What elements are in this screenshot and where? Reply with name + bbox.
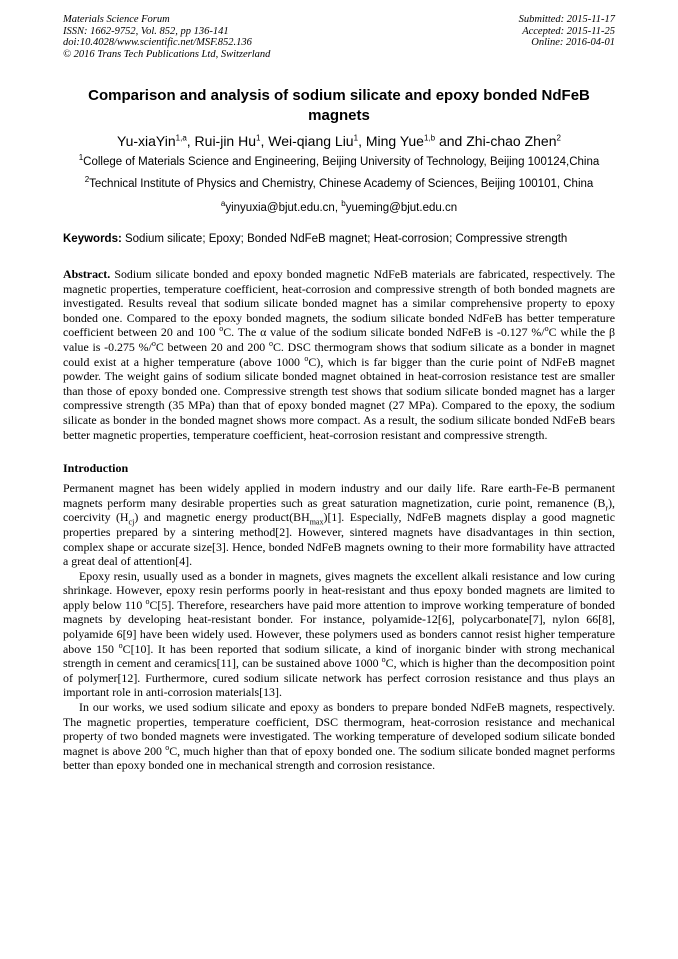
- paragraph-text: C, much higher than that of epoxy bonded one. The sodium silicate bonded magnet performs better than epoxy bonded one in mechanical strength and corrosion resistance.: [63, 743, 615, 773]
- abstract-label: Abstract.: [63, 267, 111, 281]
- accepted-date: Accepted: 2015-11-25: [522, 25, 615, 37]
- intro-paragraph-3: [63, 700, 615, 773]
- journal-copyright: © 2016 Trans Tech Publications Ltd, Switzerland: [63, 48, 271, 60]
- subscript: max: [309, 517, 324, 527]
- author-emails: [63, 201, 615, 216]
- author-affil-mark: 1,b: [423, 133, 436, 143]
- degree-mark: o: [145, 596, 150, 606]
- abstract: [63, 267, 615, 442]
- journal-header: [63, 14, 615, 60]
- intro-paragraph-2: [63, 569, 615, 700]
- author-list: Yu-xiaYin$^{1,a}$, Rui-jin Hu$^1$, Wei-qiang Liu$^1$, Ming Yue$^{1,b}$ and Zhi-chao Zhen$^2$: [117, 133, 561, 149]
- keywords-text: Sodium silicate; Epoxy; Bonded NdFeB magnet; Heat-corrosion; Compressive strength: [121, 233, 568, 245]
- paragraph-text: C[5]. Therefore, researchers have paid more attention to improve working temperature of bonded magnets by developing heat-resistant bonder. For instance, polyamide-12[6], polycarbonate[7], nylon 66[8], polyamide 6[9] have been widely used. However, these polymers used as bonders cannot resist higher temperature above 150: [63, 597, 615, 656]
- abstract-text: C between 20 and 200: [155, 339, 269, 354]
- subscript: r: [605, 503, 609, 513]
- degree-mark: o: [165, 742, 170, 752]
- author-affil-mark: 1: [256, 133, 261, 143]
- degree-mark: o: [118, 640, 123, 650]
- paragraph-text: ), coercivity (H: [63, 495, 615, 525]
- affiliation-mark: 2: [84, 175, 90, 185]
- degree-mark: o: [268, 339, 273, 348]
- submitted-date: Submitted: 2015-11-17: [518, 14, 615, 25]
- author-conjunction: and: [438, 133, 463, 149]
- author-affil-mark: 2: [556, 133, 561, 143]
- section-heading-introduction: Introduction: [63, 461, 129, 476]
- author-name: Rui-jin Hu: [194, 133, 257, 149]
- keywords: [63, 232, 615, 247]
- paragraph-text: ) and magnetic energy product(BH: [134, 510, 310, 525]
- degree-mark: o: [381, 655, 386, 665]
- abstract-text: C), which is far bigger than the curie point of NdFeB magnet powder. The weight gains of sodium silicate bonded magnet obtained in heat-corrosion resistance test are smaller than those of epoxy bonded one. Compressive strength test shows that sodium silicate bonded magnet has a larger compressive strength (35 MPa) than that of epoxy bonded magnet (27 MPa). Compared to the epoxy, the sodium silicate as bonder in the bonded magnet shows more compact. As a result, the sodium silicate bonded NdFeB bears better magnetic properties, temperature coefficient, heat-corrosion resistant and compressive strength.: [63, 354, 615, 442]
- author-name: Ming Yue: [365, 133, 424, 149]
- subscript: cj: [128, 517, 135, 527]
- affiliation-mark: 1: [78, 153, 84, 163]
- paragraph-text: Permanent magnet has been widely applied in modern industry and our daily life. Rare earth-Fe-B permanent magnets perform many desirable properties such as great saturation magnetization, curie point, remanence (B: [63, 481, 615, 510]
- submission-dates: [519, 14, 615, 60]
- journal-name: Materials Science Forum: [63, 14, 170, 25]
- author-name: Zhi-chao Zhen: [466, 133, 557, 149]
- affiliation-2: [63, 177, 615, 192]
- abstract-text: C. The α value of the sodium silicate bonded NdFeB is -0.127 %/: [223, 325, 545, 340]
- email-mark: b: [341, 199, 346, 209]
- paragraph-text: )[1]. Especially, NdFeB magnets display a good magnetic properties prepared by a sintering method[2]. However, sintered magnets have disadvantages in thin section, complex shape or accurate size[3]. Hence, bonded NdFeB magnets owning to their more formability have attracted a great deal of attention[4].: [63, 510, 616, 569]
- online-date: Online: 2016-04-01: [531, 37, 615, 48]
- paper-title: Comparison and analysis of sodium silicate and epoxy bonded NdFeB magnets: [88, 87, 590, 124]
- abstract-text: C. DSC thermogram shows that sodium silicate as a bonder in magnet could exist at a higher temperature (above 1000: [63, 339, 615, 369]
- journal-issn: ISSN: 1662-9752, Vol. 852, pp 136-141: [63, 25, 229, 37]
- intro-paragraph-1: [63, 481, 615, 569]
- paragraph-text: C[10]. It has been reported that sodium silicate, a kind of inorganic binder with strong mechanical strength in cement and ceramics[11], can be sustained above 1000: [63, 641, 615, 671]
- degree-mark: o: [304, 353, 309, 363]
- email-mark: a: [220, 199, 226, 209]
- degree-mark: o: [151, 339, 156, 348]
- abstract-text: Sodium silicate bonded and epoxy bonded magnetic NdFeB materials are fabricated, respectively. The magnetic properties, temperature coefficient, heat-corrosion and compressive strength of both bonded magnets are investigated. Results reveal that sodium silicate bonded magnet has a similar comprehensive property to epoxy bonded one. Compared to the epoxy bonded magnets, the sodium silicate bonded NdFeB has better temperature coefficient between 20 and 100: [63, 267, 615, 340]
- keywords-label: Keywords:: [63, 233, 122, 245]
- email-address: yinyuxia@bjut.edu.cn,: [225, 202, 342, 214]
- affiliation-text: College of Materials Science and Engineering, Beijing University of Technology, Beijing 100124,China: [83, 156, 600, 168]
- degree-mark: o: [219, 324, 224, 334]
- email-address: yueming@bjut.edu.cn: [345, 202, 458, 214]
- author-affil-mark: 1: [353, 133, 359, 143]
- journal-info: [63, 14, 270, 60]
- paragraph-text: C, which is higher than the decomposition point of polymer[12]. Furthermore, cured sodium silicate network has perfect corrosion resistance and thus plays an important role in anti-corrosion materials[13].: [63, 656, 615, 700]
- affiliation-text: Technical Institute of Physics and Chemistry, Chinese Academy of Sciences, Beijing 100101, China: [89, 178, 594, 190]
- abstract-text: C while the β value is -0.275 %/: [63, 325, 615, 354]
- author-name: Yu-xiaYin: [117, 133, 176, 149]
- affiliation-1: [63, 155, 615, 170]
- author-name: Wei-qiang Liu: [268, 133, 354, 149]
- paper-page: [63, 14, 615, 773]
- journal-doi: doi:10.4028/www.scientific.net/MSF.852.136: [63, 37, 252, 48]
- paragraph-text: In our works, we used sodium silicate and epoxy as bonders to prepare bonded NdFeB magnets, respectively. The magnetic properties, temperature coefficient, DSC thermogram, heat-corrosion resistance and mechanical property of two bonded magnets were investigated. The working temperature of developed sodium silicate bonded magnet is above 200: [63, 700, 615, 758]
- degree-mark: o: [544, 324, 549, 334]
- paragraph-text: Epoxy resin, usually used as a bonder in magnets, gives magnets the excellent alkali resistance and low curing shrinkage. However, epoxy resin performs poorly in heat-resistant and thus epoxy bonded magnets are limited to apply below 110: [63, 568, 615, 612]
- author-affil-mark: 1,a: [175, 133, 187, 143]
